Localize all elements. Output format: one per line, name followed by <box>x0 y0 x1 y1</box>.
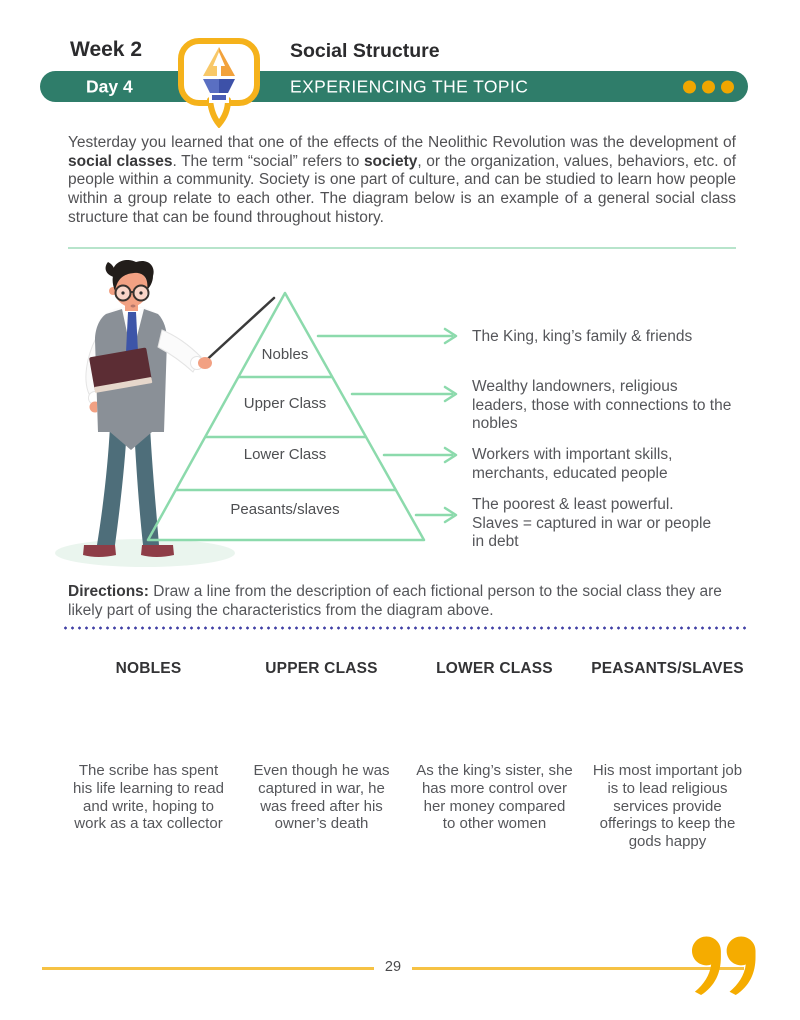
day-label: Day 4 <box>86 76 133 96</box>
level-description: The poorest & least powerful. Slaves = captured in war or people in debt <box>472 496 712 551</box>
page-title: Social Structure <box>290 40 440 62</box>
dot-icon <box>683 80 696 93</box>
level-description: The King, king’s family & friends <box>472 328 693 345</box>
pyramid-level-label: Upper Class <box>243 395 327 412</box>
directions-text: Draw a line from the description of each fictional person to the social class they are likely part of using the characteristics from the diagram above. <box>68 583 722 619</box>
pyramid-level-label: Peasants/slaves <box>230 501 340 518</box>
column-header: LOWER CLASS <box>436 660 553 677</box>
topic-banner <box>40 71 748 102</box>
person-description: His most important job is to lead religious services provide offerings to keep the gods happy <box>592 762 743 851</box>
person-description: The scribe has spent his life learning to read and write, hoping to work as a tax collector <box>73 762 224 833</box>
closing-quote-icon <box>692 936 758 998</box>
person-description: Even though he was captured in war, he was freed after his owner’s death <box>253 762 390 833</box>
intro-text: Yesterday you learned that one of the effects of the Neolithic Revolution was the development of <box>68 134 736 151</box>
dot-icon <box>721 80 734 93</box>
activity-column-peasants-slaves <box>589 660 746 851</box>
intro-paragraph <box>68 134 736 228</box>
person-description: As the king’s sister, she has more control over her money compared to other women <box>416 762 573 833</box>
column-header: PEASANTS/SLAVES <box>591 660 744 677</box>
sailboat-speech-bubble-icon <box>176 36 262 128</box>
intro-text: , or the organization, values, behaviors, etc. of people within a community. Society is one part of culture, and can be studied to learn how people within a group relate to each other. The diagram below is an example of a general social class structure that can be found throughout history. <box>68 152 736 226</box>
intro-bold-society: society <box>363 152 418 170</box>
dotted-divider <box>62 626 746 630</box>
activity-column-upper-class <box>243 660 400 851</box>
banner-dots <box>683 80 734 93</box>
column-header: NOBLES <box>115 660 182 677</box>
page-number: 29 <box>384 959 402 975</box>
activity-column-lower-class <box>416 660 573 851</box>
intro-bold-social-classes: social classes <box>68 152 173 170</box>
week-label: Week 2 <box>70 38 142 61</box>
level-description: Workers with important skills, merchants, educated people <box>472 446 673 482</box>
pyramid-level-label: Lower Class <box>243 446 327 463</box>
dot-icon <box>702 80 715 93</box>
directions <box>68 583 740 620</box>
pyramid-level-label: Nobles <box>261 346 309 363</box>
column-header: UPPER CLASS <box>265 660 378 677</box>
level-description: Wealthy landowners, religious leaders, those with connections to the nobles <box>472 378 732 433</box>
matching-activity <box>70 660 746 851</box>
section-divider <box>68 247 736 249</box>
activity-column-nobles <box>70 660 227 851</box>
footer-rule-left <box>42 967 374 970</box>
teacher-illustration <box>50 260 280 572</box>
directions-label: Directions: <box>68 583 149 600</box>
banner-subtitle: EXPERIENCING THE TOPIC <box>290 76 529 96</box>
intro-text: . The term “social” refers to <box>172 152 364 170</box>
